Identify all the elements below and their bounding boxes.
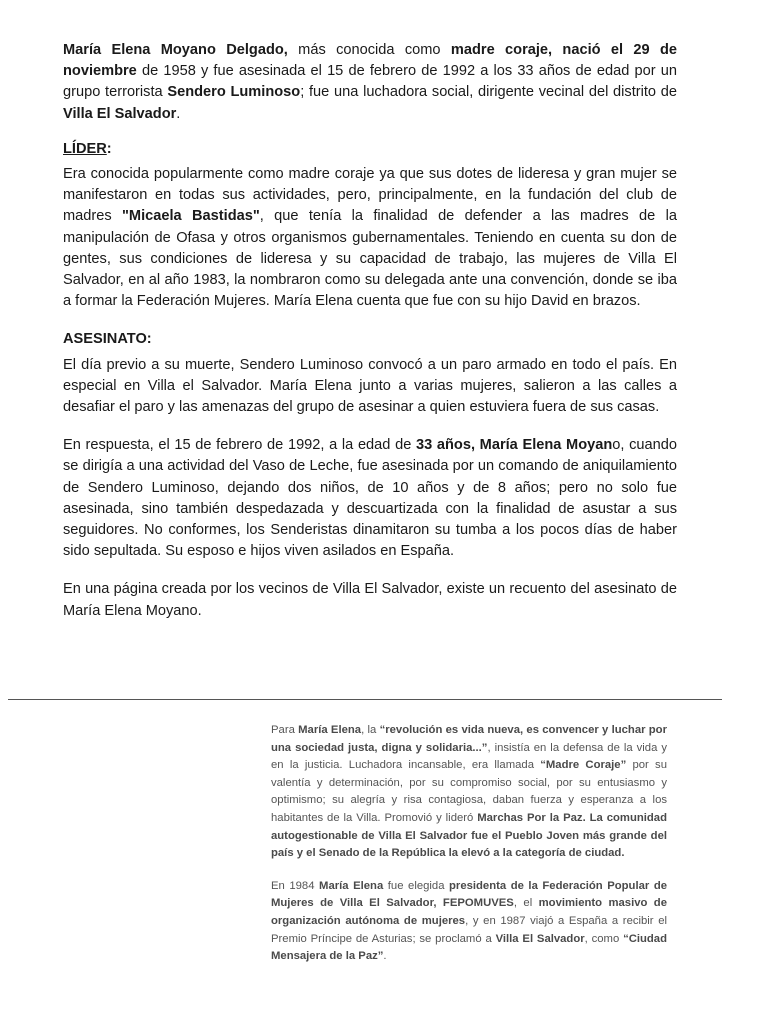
name-bold: María Elena xyxy=(298,724,362,736)
text-run: ; fue una luchadora social, dirigente vecinal del distrito de xyxy=(300,84,677,101)
document-body xyxy=(63,40,677,639)
quoted-excerpt xyxy=(271,722,667,981)
text-run: por su valentía y determinación, por su compromiso social, por su entusiasmo y optimismo; su alegría y risa contagiosa, daban fuerza y esperanza a los habitantes de la Villa. Promovió y lideró xyxy=(271,759,667,824)
nickname-bold: madre coraje, nació el 29 de noviembre xyxy=(63,42,677,80)
quote-paragraph-1 xyxy=(271,722,667,863)
asesinato-paragraph-1: El día previo a su muerte, Sendero Luminoso convocó a un paro armado en todo el país. En especial en Villa el Salvador. María Elena junto a varias mujeres, salieron a las calles a desafiar el paro y las amenazas del grupo de asesinar a quien estuviera fuera de sus casas. xyxy=(63,356,677,416)
text-run: Para xyxy=(271,724,299,736)
text-run: fue elegida xyxy=(383,879,450,892)
federation-bold: presidenta de la Federación Popular de Mujeres de Villa El Salvador, FEPOMUVES xyxy=(271,879,667,910)
horizontal-divider xyxy=(8,699,722,700)
text-run: , y en 1987 viajó a España a recibir el Premio Príncipe de Asturias; se proclamó a xyxy=(271,914,668,945)
text-run: , el xyxy=(513,897,539,910)
text-run: En 1984 xyxy=(271,879,320,892)
name-bold: María Elena xyxy=(319,879,384,892)
text-run: , insistía en la defensa de la vida y en la justicia. Luchadora incansable, era llamada xyxy=(271,741,668,772)
text-run: . xyxy=(176,105,181,122)
intro-paragraph xyxy=(63,40,677,125)
heading-lider-colon: : xyxy=(106,140,112,157)
movement-bold: movimiento masivo de organización autónoma de mujeres xyxy=(271,897,667,927)
text-run: , como xyxy=(584,932,624,945)
closing-paragraph: En una página creada por los vecinos de Villa El Salvador, existe un recuento del asesinato de María Elena Moyano. xyxy=(63,581,677,619)
text-run: . xyxy=(383,950,387,963)
heading-lider-text: LÍDER xyxy=(63,140,107,157)
heading-lider xyxy=(63,139,677,160)
lider-paragraph xyxy=(63,164,677,312)
text-run: En respuesta, el 15 de febrero de 1992, a la edad de xyxy=(63,437,416,454)
group-bold: Sendero Luminoso xyxy=(167,84,301,101)
marches-bold: Marchas Por la Paz. La comunidad autogestionable de Villa El Salvador fue el Pueblo Joven más grande del país y el Senado de la República la elevó a la categoría de ciudad. xyxy=(271,811,667,860)
district-bold: Villa El Salvador xyxy=(495,932,585,945)
text-run: de 1958 y fue asesinada el 15 de febrero de 1992 a los 33 años de edad por un grupo terrorista xyxy=(63,63,677,101)
city-title-bold: “Ciudad Mensajera de la Paz” xyxy=(271,932,667,963)
district-bold: Villa El Salvador xyxy=(63,105,177,122)
text-run: más conocida como xyxy=(287,42,451,58)
text-run: , la xyxy=(361,724,380,736)
heading-asesinato: ASESINATO: xyxy=(63,331,152,348)
text-run: , que tenía la finalidad de defender a las madres de la manipulación de Ofasa y otros organismos gubernamentales. Teniendo en cuenta su don de gentes, sus condiciones de lideresa y su capacidad de trabajo, las mujeres de Villa El Salvador, en al año 1983, la nombraron como su delegada ante una convención, donde se iba a formar la Federación Mujeres. María Elena cuenta que fue con su hijo David en brazos. xyxy=(63,208,677,310)
text-run: Era conocida popularmente como madre coraje ya que sus dotes de lideresa y gran mujer se manifestaron en todas sus actividades, pero, principalmente, en la fundación del club de madres xyxy=(63,166,677,225)
asesinato-paragraph-2 xyxy=(63,435,677,562)
name-bold: María Elena Moyano Delgado, xyxy=(63,42,288,58)
quote-paragraph-2 xyxy=(271,878,667,966)
text-run: o, cuando se dirigía a una actividad del Vaso de Leche, fue asesinada por un comando de aniquilamiento de Sendero Luminoso, dejando dos niños, de 10 años y de 8 años; pero no solo fue asesinada, sino también despedazada y descuartizada con la finalidad de asustar a sus seguidores. No conformes, los Senderistas dinamitaron su tumba a los pocos días de haber sido sepultada. Su esposo e hijos viven asilados en España. xyxy=(63,437,677,560)
nickname-bold: “Madre Coraje” xyxy=(540,759,627,772)
quote-bold: “revolución es vida nueva, es convencer y luchar por una sociedad justa, digna y solidaria...” xyxy=(271,724,667,754)
age-name-bold: 33 años, María Elena Moyan xyxy=(415,437,613,454)
club-name-bold: "Micaela Bastidas" xyxy=(122,208,260,225)
